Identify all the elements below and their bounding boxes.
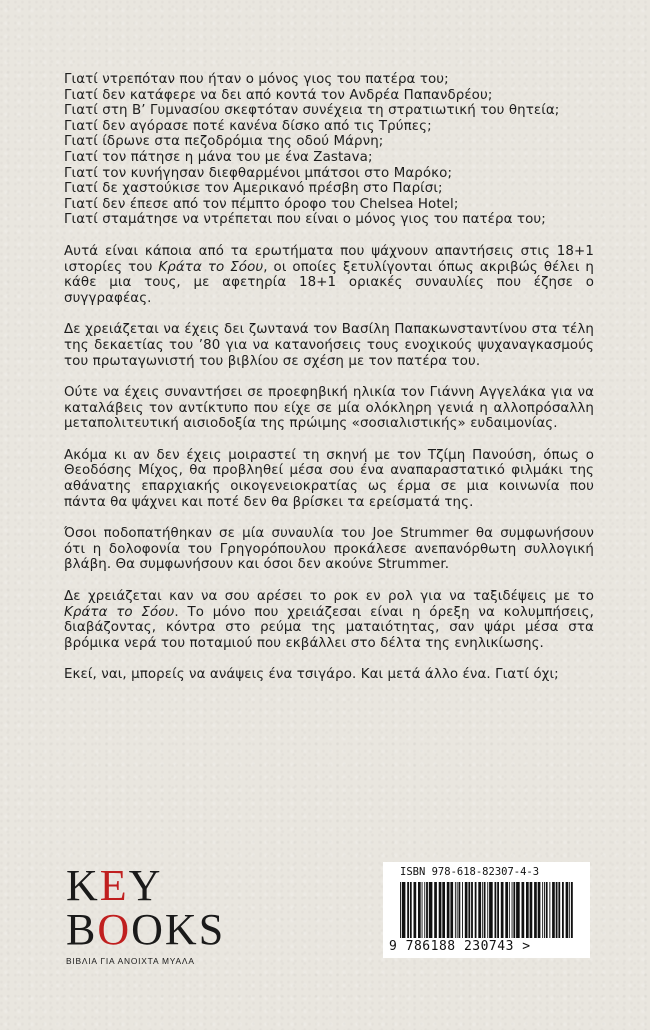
question-line: Γιατί ίδρωνε στα πεζοδρόμια της οδού Μάρνη; — [64, 134, 384, 150]
barcode-bar — [459, 882, 461, 938]
barcode-bar — [556, 882, 558, 938]
barcode-bar — [455, 882, 456, 938]
book-title: Κράτα το Σόου — [158, 259, 264, 275]
barcode-bar — [526, 882, 529, 938]
barcode-bar — [418, 882, 421, 938]
book-title: Κράτα το Σόου — [64, 604, 175, 620]
barcode-bar — [426, 882, 428, 938]
publisher-logo — [66, 861, 246, 966]
barcode-bar — [549, 882, 550, 938]
barcode-bar — [571, 882, 573, 938]
barcode-bars — [400, 882, 574, 938]
key-ring-letter: O — [97, 905, 132, 954]
barcode-bar — [534, 882, 537, 938]
logo-word-books: BOOKS — [66, 905, 226, 954]
question-line: Γιατί σταμάτησε να ντρέπεται που είναι ο μόνος γιος του πατέρα του; — [64, 212, 546, 228]
barcode-bar — [505, 882, 508, 938]
barcode-bar — [468, 882, 470, 938]
question-line: Γιατί δεν αγόρασε ποτέ κανένα δίσκο από τις Τρύπες; — [64, 118, 432, 134]
isbn-barcode — [383, 862, 590, 958]
question-line: Γιατί δεν κατάφερε να δει από κοντά τον Ανδρέα Παπανδρέου; — [64, 87, 493, 103]
barcode-bar — [457, 882, 458, 938]
barcode-bar — [422, 882, 423, 938]
barcode-bar — [450, 882, 453, 938]
barcode-bar — [516, 882, 520, 938]
barcode-bar — [544, 882, 545, 938]
paragraph-text: , οι οποίες ξετυλίγονται όπως ακριβώς θέλει η κάθε μια τους, με αφετηρία 18+1 οριακές συναυλίες που έζησε ο συγγραφέας. — [64, 259, 594, 306]
question-line: Γιατί ντρεπόταν που ήταν ο μόνος γιος του πατέρα του; — [64, 72, 449, 87]
barcode-bar — [522, 882, 525, 938]
barcode-bar — [513, 882, 515, 938]
barcode-bar — [542, 882, 543, 938]
barcode-bar — [475, 882, 477, 938]
paragraph-closing: Εκεί, ναι, μπορείς να ανάψεις ένα τσιγάρο. Και μετά άλλο ένα. Γιατί όχι; — [64, 667, 559, 683]
question-line: Γιατί δεν έπεσε από τον πέμπτο όροφο του Chelsea Hotel; — [64, 196, 459, 212]
barcode-bar — [569, 882, 570, 938]
question-line: Γιατί δε χαστούκισε τον Αμερικανό πρέσβη στο Παρίσι; — [64, 181, 443, 197]
barcode-bar — [447, 882, 450, 938]
barcode-bar — [400, 882, 401, 938]
paragraph-text: Αυτά είναι κάποια από τα ερωτήματα που ψάχνουν απαντήσεις στις 18+1 ιστορίες του — [64, 243, 594, 275]
paragraph-panousis: Ακόμα κι αν δεν έχεις μοιραστεί τη σκηνή με τον Τζίμη Πανούση, όπως ο Θεοδόσης Μίχος, θα προβληθεί μέσα σου ένα αναπαραστατικό φιλμάκι της αθάνατης επαρχιακής οικογενειοκρατίας ως έρμα σε μια κοινωνία που πάντα θα ψάχνει και ποτέ δεν θα βρίσκει τα ερείσματά της. — [64, 447, 594, 510]
question-line: Γιατί τον πάτησε η μάνα του με ένα Zastava; — [64, 149, 373, 165]
barcode-bar — [442, 882, 445, 938]
question-line: Γιατί τον κυνήγησαν διεφθαρμένοι μπάτσοι στο Μαρόκο; — [64, 165, 453, 181]
barcode-bar — [562, 882, 564, 938]
paragraph-rocknroll — [64, 589, 594, 651]
paragraph-strummer: Όσοι ποδοπατήθηκαν σε μία συναυλία του Joe Strummer θα συμφωνήσουν ότι η δολοφονία του Γρηγορόπουλου προκάλεσε ανεπανόρθωτη συλλογική βλάβη. Θα συμφωνήσουν και όσοι δεν ακούνε Strummer. — [64, 526, 594, 573]
barcode-bar — [501, 882, 504, 938]
paragraph-intro — [64, 244, 594, 306]
barcode-bar — [465, 882, 468, 938]
question-line: Γιατί στη Β’ Γυμνασίου σκεφτόταν συνέχεια τη στρατιωτική του θητεία; — [64, 103, 560, 119]
barcode-bar — [429, 882, 433, 938]
barcode-bar — [552, 882, 555, 938]
barcode-bar — [410, 882, 412, 938]
barcode-bar — [484, 882, 486, 938]
barcode-bar — [530, 882, 533, 938]
back-cover-text — [64, 72, 594, 699]
barcode-bar — [512, 882, 513, 938]
barcode-bar — [558, 882, 560, 938]
barcode-bar — [497, 882, 499, 938]
barcode-bar — [538, 882, 541, 938]
barcode-bar — [546, 882, 548, 938]
isbn-label: ISBN 978-618-82307-4-3 — [400, 866, 540, 878]
barcode-bar — [489, 882, 493, 938]
barcode-bar — [478, 882, 481, 938]
paragraph-text: . Το μόνο που χρειάζεσαι είναι η όρεξη να κολυμπήσεις, διαβάζοντας, κόντρα στο ρεύμα της ματαιότητας, σαν ψάρι μέσα στα βρόμικα νερά του ποταμιού που εκβάλλει στο δέλτα της ενηλικίωσης. — [64, 604, 594, 651]
barcode-bar — [462, 882, 463, 938]
question-list — [64, 72, 594, 228]
barcode-bar — [414, 882, 417, 938]
barcode-bar — [439, 882, 442, 938]
barcode-bar — [487, 882, 488, 938]
ean-digits: 9 786188 230743 > — [389, 939, 531, 954]
barcode-bar — [495, 882, 497, 938]
barcode-bar — [509, 882, 510, 938]
barcode-bar — [482, 882, 483, 938]
paragraph-papakonstantinou: Δε χρειάζεται να έχεις δει ζωντανά τον Βασίλη Παπακωνσταντίνου στα τέλη της δεκαετίας του ’80 για να κατανοήσεις τους ενοχικούς ψυχαναγκασμούς του πρωταγωνιστή του βιβλίου σε σχέση με τον πατέρα του. — [64, 322, 594, 369]
barcode-bar — [471, 882, 473, 938]
barcode-bar — [407, 882, 409, 938]
barcode-bar — [566, 882, 569, 938]
barcode-bar — [434, 882, 437, 938]
barcode-bar — [424, 882, 425, 938]
paragraph-text: Δε χρειάζεται καν να σου αρέσει το ροκ εν ρολ για να ταξιδέψεις με το — [64, 589, 594, 605]
publisher-tagline: ΒΙΒΛΙΑ ΓΙΑ ΑΝΟΙΧΤΑ ΜΥΑΛΑ — [66, 956, 195, 966]
logo-word-key: KEY — [66, 861, 163, 910]
paragraph-aggelakas: Ούτε να έχεις συναντήσει σε προεφηβική ηλικία τον Γιάννη Αγγελάκα για να καταλάβεις τον αντίκτυπο που είχε σε μία ολόκληρη γενιά η αλλοπρόσαλλη μεταπολιτευτική αισιοδοξία της πρώιμης «σοσιαλιστικής» ευδαιμονίας. — [64, 385, 594, 432]
barcode-bar — [402, 882, 406, 938]
